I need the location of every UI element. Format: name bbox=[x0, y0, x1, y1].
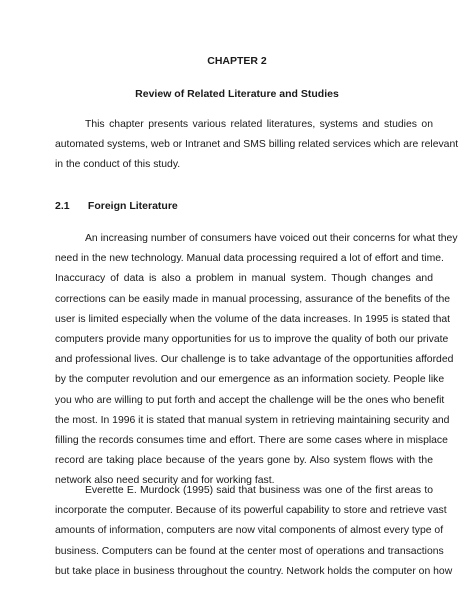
paragraph-line: need in the new technology. Manual data processing required a lot of effort and time. bbox=[55, 253, 444, 265]
paragraph-line: in the conduct of this study. bbox=[55, 159, 181, 171]
chapter-heading: CHAPTER 2 bbox=[207, 55, 267, 67]
foreign-literature-paragraph bbox=[55, 229, 458, 492]
page-title: Review of Related Literature and Studies bbox=[135, 88, 339, 100]
intro-paragraph bbox=[55, 115, 459, 176]
paragraph-line: automated systems, web or Intranet and SMS billing related services which are relevant bbox=[55, 139, 459, 151]
paragraph-line: filling the records consumes time and effort. There are some cases where in misplace bbox=[55, 435, 448, 447]
paragraph-line: but take place in business throughout the country. Network holds the computer on how bbox=[55, 565, 453, 577]
murdock-paragraph bbox=[55, 481, 453, 582]
paragraph-line: incorporate the computer. Because of its powerful capability to store and retrieve vast bbox=[55, 505, 447, 517]
paragraph-line: you who are willing to put forth and accept the challenge will be the ones who benefit bbox=[55, 394, 445, 406]
section-heading bbox=[55, 200, 178, 212]
paragraph-line: user is limited especially when the volume of the data increases. In 1995 is stated that bbox=[55, 313, 451, 325]
section-number: 2.1 bbox=[55, 200, 70, 212]
paragraph-line: record are taking place because of the years gone by. Also system flows with the bbox=[55, 455, 433, 467]
paragraph-line: Everette E. Murdock (1995) said that business was one of the first areas to bbox=[85, 485, 433, 496]
paragraph-line: network also need security and for working fast. bbox=[55, 475, 275, 487]
paragraph-line: the most. In 1996 it is stated that manual system in retrieving maintaining security and bbox=[55, 414, 450, 426]
paragraph-line: and professional lives. Our challenge is to take advantage of the opportunities afforded bbox=[55, 354, 454, 366]
section-title: Foreign Literature bbox=[87, 200, 178, 212]
paragraph-line: An increasing number of consumers have voiced out their concerns for what they bbox=[85, 233, 458, 244]
paragraph-line: business. Computers can be found at the center most of operations and transactions bbox=[55, 545, 444, 557]
paragraph-line: This chapter presents various related literatures, systems and studies on bbox=[85, 119, 433, 130]
paragraph-line: Inaccuracy of data is also a problem in manual system. Though changes and bbox=[55, 273, 433, 285]
paragraph-line: computers provide many opportunities for us to improve the quality of both our private bbox=[55, 334, 449, 346]
paragraph-line: by the computer revolution and our emergence as an information society. People like bbox=[55, 374, 445, 386]
paragraph-line: amounts of information, computers are now vital components of almost every type of bbox=[55, 525, 444, 537]
paragraph-line: corrections can be easily made in manual processing, assurance of the benefits of the bbox=[55, 293, 451, 305]
